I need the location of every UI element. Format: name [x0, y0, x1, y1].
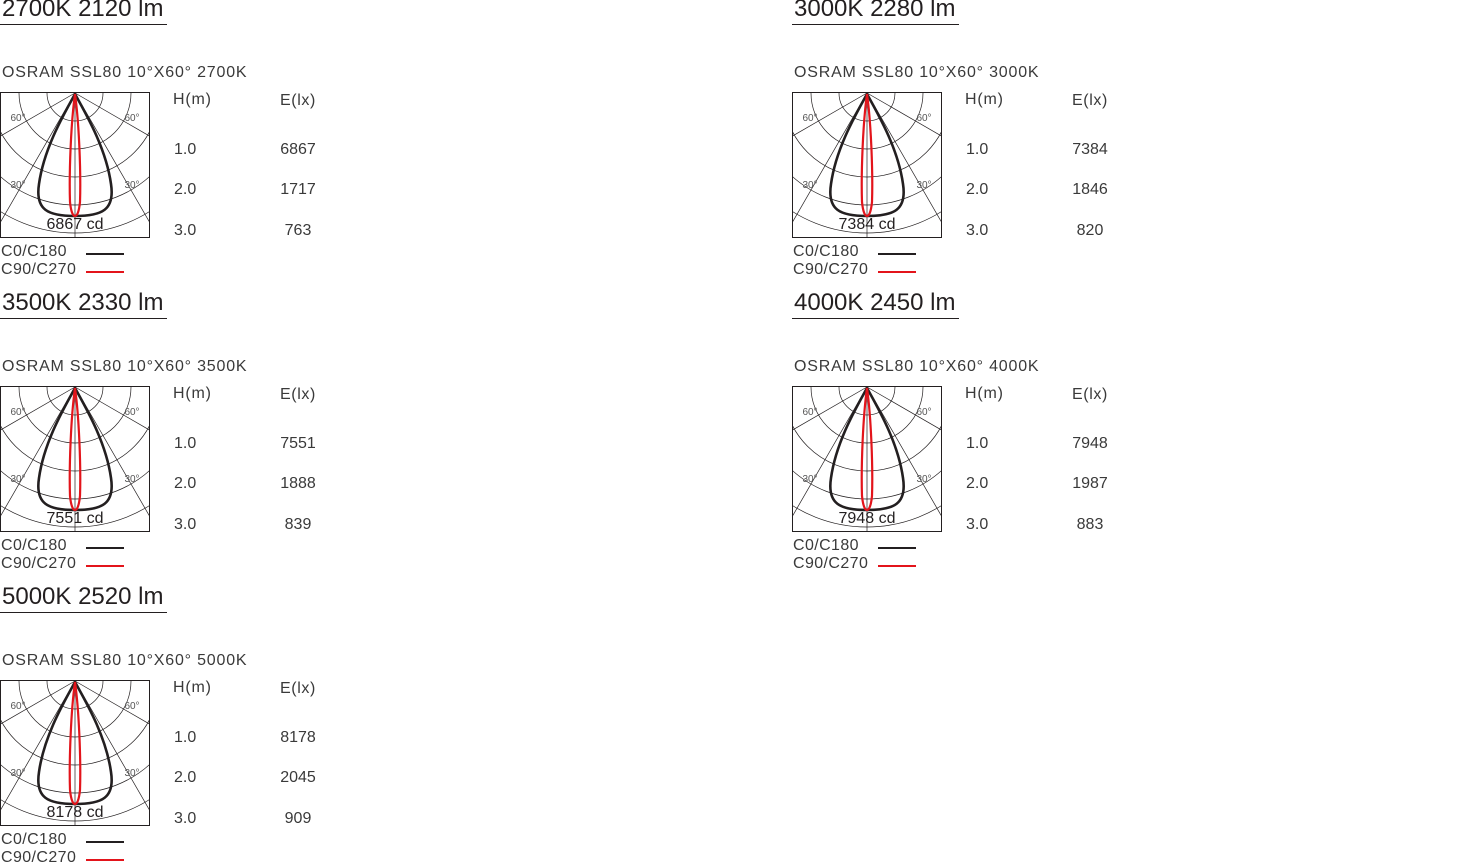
angle-label-left-60: 60°: [802, 113, 818, 124]
angle-label-left-60: 60°: [10, 113, 26, 124]
angle-label-right-30: 30°: [916, 474, 932, 485]
peak-intensity: 8178 cd: [46, 804, 104, 821]
title-underline: [0, 24, 167, 25]
title-underline: [792, 24, 959, 25]
angle-label-right-60: 60°: [124, 407, 140, 418]
illuminance-cell: 909: [284, 810, 312, 827]
legend-c90-label: C90/C270: [793, 261, 869, 278]
illuminance-cell: 883: [1076, 516, 1104, 533]
legend-c90-swatch: [86, 859, 124, 861]
angle-label-right-60: 60°: [916, 113, 932, 124]
illuminance-header: E(lx): [1072, 92, 1108, 109]
legend-c90-swatch: [878, 565, 916, 567]
title-underline: [792, 318, 959, 319]
panel-title: 3500K 2330 lm: [2, 289, 164, 316]
angle-label-left-30: 30°: [10, 180, 26, 191]
angle-label-right-60: 60°: [124, 113, 140, 124]
illuminance-header: E(lx): [280, 386, 316, 403]
legend-c0-label: C0/C180: [793, 537, 859, 554]
height-cell: 3.0: [174, 810, 197, 827]
height-cell: 1.0: [966, 435, 989, 452]
legend-c0-swatch: [86, 841, 124, 843]
peak-intensity: 7384 cd: [838, 216, 896, 233]
legend-c90-label: C90/C270: [1, 261, 77, 278]
legend-c0-swatch: [86, 253, 124, 255]
illuminance-header: E(lx): [1072, 386, 1108, 403]
polar-diagram: [0, 92, 150, 238]
height-cell: 2.0: [174, 181, 197, 198]
illuminance-cell: 820: [1076, 222, 1104, 239]
photometric-panel: [792, 289, 1172, 574]
angle-label-left-30: 30°: [802, 180, 818, 191]
height-cell: 3.0: [174, 516, 197, 533]
angle-label-left-30: 30°: [802, 474, 818, 485]
height-cell: 1.0: [174, 141, 197, 158]
lamp-spec: OSRAM SSL80 10°X60° 5000K: [2, 652, 248, 669]
peak-intensity: 6867 cd: [46, 216, 104, 233]
height-header: H(m): [173, 385, 212, 402]
lamp-spec: OSRAM SSL80 10°X60° 3500K: [2, 358, 248, 375]
title-underline: [0, 318, 167, 319]
height-cell: 2.0: [174, 475, 197, 492]
photometric-panel: [792, 0, 1172, 280]
illuminance-cell: 839: [284, 516, 312, 533]
angle-label-right-30: 30°: [124, 180, 140, 191]
legend-c0-label: C0/C180: [1, 537, 67, 554]
panel-title: 4000K 2450 lm: [794, 289, 956, 316]
peak-intensity: 7551 cd: [46, 510, 104, 527]
illuminance-cell: 763: [284, 222, 312, 239]
panel-title: 3000K 2280 lm: [794, 0, 956, 22]
legend-c90-swatch: [878, 271, 916, 273]
angle-label-left-30: 30°: [10, 474, 26, 485]
legend-c90-label: C90/C270: [1, 555, 77, 572]
panel-title: 2700K 2120 lm: [2, 0, 164, 22]
photometric-panel: [0, 289, 380, 574]
lamp-spec: OSRAM SSL80 10°X60° 2700K: [2, 64, 248, 81]
height-cell: 2.0: [966, 475, 989, 492]
polar-diagram: [792, 92, 942, 238]
legend-c90-swatch: [86, 271, 124, 273]
legend-c90-label: C90/C270: [1, 849, 77, 866]
illuminance-cell: 8178: [280, 729, 316, 746]
height-header: H(m): [173, 91, 212, 108]
polar-diagram: [792, 386, 942, 532]
illuminance-cell: 1987: [1072, 475, 1108, 492]
angle-label-right-60: 60°: [916, 407, 932, 418]
height-cell: 1.0: [174, 435, 197, 452]
angle-label-right-30: 30°: [124, 768, 140, 779]
photometric-panel: [0, 0, 380, 280]
polar-diagram: [0, 680, 150, 826]
legend-c0-label: C0/C180: [1, 831, 67, 848]
illuminance-cell: 6867: [280, 141, 316, 158]
height-cell: 3.0: [966, 516, 989, 533]
angle-label-right-30: 30°: [916, 180, 932, 191]
illuminance-cell: 1846: [1072, 181, 1108, 198]
illuminance-header: E(lx): [280, 680, 316, 697]
angle-label-left-60: 60°: [10, 407, 26, 418]
legend-c0-label: C0/C180: [1, 243, 67, 260]
illuminance-cell: 7384: [1072, 141, 1108, 158]
peak-intensity: 7948 cd: [838, 510, 896, 527]
height-cell: 3.0: [174, 222, 197, 239]
height-header: H(m): [965, 385, 1004, 402]
illuminance-header: E(lx): [280, 92, 316, 109]
polar-diagram: [0, 386, 150, 532]
height-cell: 1.0: [174, 729, 197, 746]
angle-label-left-60: 60°: [10, 701, 26, 712]
lamp-spec: OSRAM SSL80 10°X60° 4000K: [794, 358, 1040, 375]
illuminance-cell: 7948: [1072, 435, 1108, 452]
height-header: H(m): [965, 91, 1004, 108]
illuminance-cell: 1888: [280, 475, 316, 492]
photometric-panel: [0, 583, 380, 868]
illuminance-cell: 2045: [280, 769, 316, 786]
illuminance-cell: 7551: [280, 435, 316, 452]
angle-label-right-30: 30°: [124, 474, 140, 485]
legend-c90-swatch: [86, 565, 124, 567]
legend-c0-swatch: [86, 547, 124, 549]
lamp-spec: OSRAM SSL80 10°X60° 3000K: [794, 64, 1040, 81]
height-header: H(m): [173, 679, 212, 696]
panel-title: 5000K 2520 lm: [2, 583, 164, 610]
height-cell: 2.0: [966, 181, 989, 198]
height-cell: 2.0: [174, 769, 197, 786]
angle-label-left-60: 60°: [802, 407, 818, 418]
legend-c0-swatch: [878, 547, 916, 549]
angle-label-left-30: 30°: [10, 768, 26, 779]
title-underline: [0, 612, 167, 613]
legend-c0-label: C0/C180: [793, 243, 859, 260]
legend-c90-label: C90/C270: [793, 555, 869, 572]
legend-c0-swatch: [878, 253, 916, 255]
height-cell: 1.0: [966, 141, 989, 158]
angle-label-right-60: 60°: [124, 701, 140, 712]
height-cell: 3.0: [966, 222, 989, 239]
illuminance-cell: 1717: [280, 181, 316, 198]
